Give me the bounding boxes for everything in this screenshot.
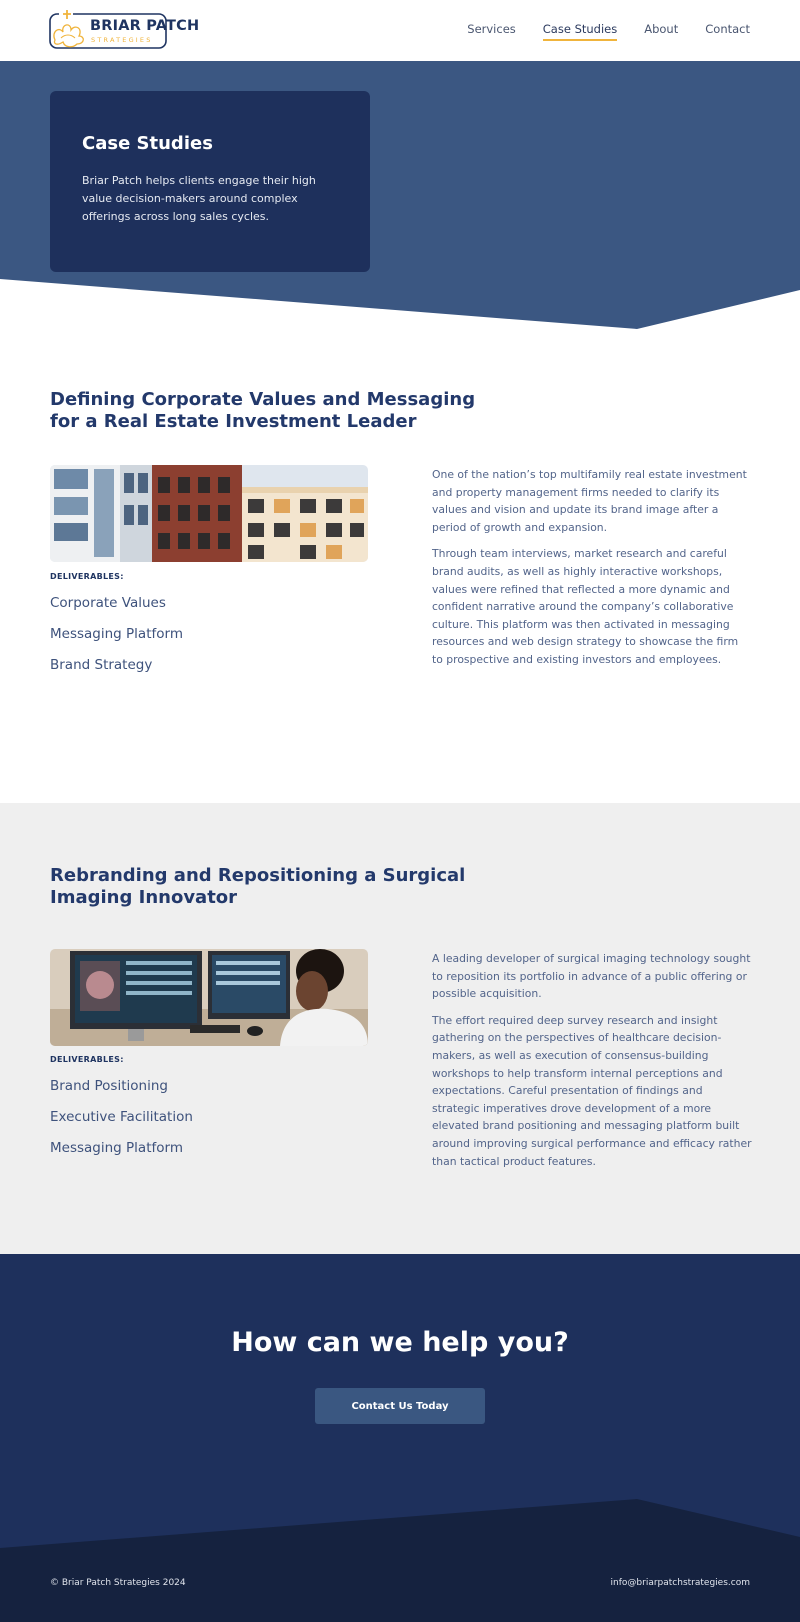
nav-contact[interactable]: Contact [705, 22, 750, 36]
list-item: Brand Strategy [50, 657, 153, 673]
nav-case-studies[interactable]: Case Studies [543, 22, 617, 41]
surgical-imaging-workstation-photo [50, 949, 368, 1046]
deliverables-label: DELIVERABLES: [50, 572, 124, 581]
main-nav [467, 22, 750, 41]
deliverables-list [50, 1078, 193, 1171]
list-item: Corporate Values [50, 595, 166, 611]
list-item: Executive Facilitation [50, 1109, 193, 1125]
logo-name: BRIAR PATCH [90, 18, 200, 34]
cta-title: How can we help you? [231, 1327, 569, 1358]
nav-services[interactable]: Services [467, 22, 516, 36]
case-description [432, 466, 752, 678]
hero-section [0, 61, 800, 329]
hero-description: Briar Patch helps clients engage their high value decision-makers around complex offerings across long sales cycles. [82, 174, 316, 223]
logo-tagline: STRATEGIES [91, 36, 153, 44]
paragraph: A leading developer of surgical imaging technology sought to reposition its portfolio in advance of a public offering or possible acquisition. [432, 952, 751, 1001]
email-link[interactable]: info@briarpatchstrategies.com [610, 1578, 750, 1588]
hero-card [50, 91, 370, 272]
list-item: Messaging Platform [50, 1140, 183, 1156]
case-study-real-estate [0, 329, 800, 803]
list-item: Brand Positioning [50, 1078, 168, 1094]
paragraph: Through team interviews, market research and careful brand audits, as well as highly interactive workshops, values were refined that reflected a more dynamic and confident narrative around the company’s collaborative culture. This platform was then activated in messaging resources and web design strategy to showcase the firm to prospective and existing investors and employees. [432, 547, 739, 666]
paragraph: The effort required deep survey research and insight gathering on the perspectives of healthcare decision-makers, as well as execution of consensus-building workshops to help transform internal perceptions and expectations. Careful presentation of findings and strategic imperatives drove development of a more elevated brand positioning and messaging platform built around improving surgical performance and efficacy rather than tactical product features. [432, 1013, 752, 1168]
case-title: Rebranding and Repositioning a Surgical Imaging Innovator [50, 865, 466, 908]
site-footer [0, 1554, 800, 1622]
case-title: Defining Corporate Values and Messaging for a Real Estate Investment Leader [50, 389, 476, 432]
page-title: Case Studies [82, 133, 213, 154]
nav-about[interactable]: About [644, 22, 679, 36]
case-study-surgical-imaging [0, 803, 800, 1254]
contact-us-button[interactable]: Contact Us Today [315, 1388, 485, 1424]
site-header [0, 0, 800, 61]
deliverables-label: DELIVERABLES: [50, 1055, 124, 1064]
logo[interactable] [49, 10, 200, 50]
cta-section [0, 1254, 800, 1554]
deliverables-list [50, 595, 183, 688]
paragraph: One of the nation’s top multifamily real estate investment and property management firms needed to clarify its values and vision and update its brand image after a period of growth and expansion. [432, 468, 747, 534]
case-description [432, 950, 752, 1179]
apartment-buildings-photo [50, 465, 368, 562]
copyright: © Briar Patch Strategies 2024 [50, 1578, 186, 1588]
list-item: Messaging Platform [50, 626, 183, 642]
